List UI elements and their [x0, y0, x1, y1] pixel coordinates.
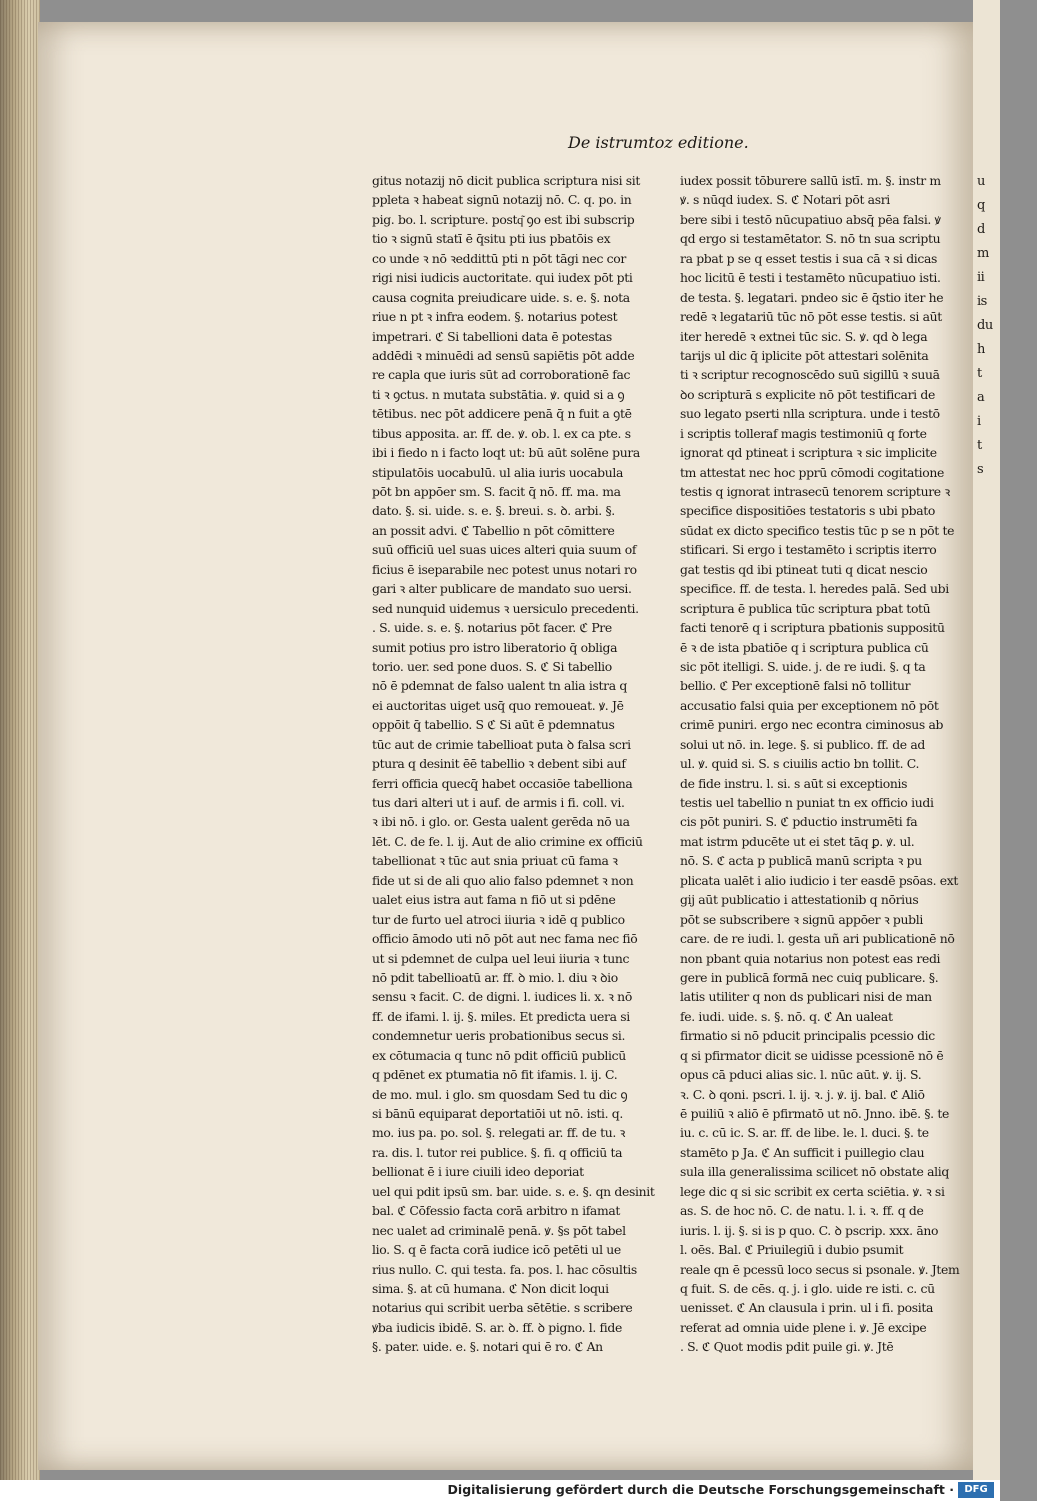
text-line: lio. S. q ē facta corā iudice icō petēti ul ue: [372, 1242, 621, 1258]
text-line: iu. c. cū ic. S. ar. ff. de libe. le. l. duci. §. te: [680, 1125, 929, 1141]
text-line: torio. uer. sed pone duos. S. ℭ Si tabellio: [372, 658, 612, 674]
text-line: sed nunquid uidemus ꝛ uersiculo precedenti.: [372, 600, 639, 616]
text-line: causa cognita preiudicare uide. s. e. §. nota: [372, 289, 630, 305]
text-line: nō. S. ℭ acta p publicā manū scripta ꝛ pu: [680, 853, 922, 869]
text-line: accusatio falsi quia per exceptionem nō pōt: [680, 697, 939, 713]
text-line: testis q ignorat intrasecū tenorem scripture ꝛ: [680, 484, 950, 499]
text-line: pig. bo. l. scripture. postq͂ ꝯo est ibi subscrip: [372, 211, 635, 227]
text-line: iudex possit tōburere sallū istī. m. §. instr m: [680, 173, 941, 188]
text-line: l. oēs. Bal. ℭ Priuilegiū i dubio psumit: [680, 1242, 904, 1258]
text-line: ꝛ ibi nō. i glo. or. Gesta ualent gerēda nō ua: [372, 814, 630, 830]
text-line: sula illa generalissima scilicet nō obstate aliq: [680, 1164, 949, 1180]
text-line: rigi nisi iudicis auctoritate. qui iudex pōt pti: [372, 270, 633, 286]
text-line: de testa. §. legatari. pndeo sic ē q̄stio iter he: [680, 289, 944, 305]
footer-credit: Digitalisierung gefördert durch die Deutsche Forschungsgemeinschaft ·: [447, 1482, 954, 1497]
text-line: tus dari alteri ut i auf. de armis i fi. coll. vi.: [372, 795, 625, 810]
text-line: condemnetur ueris probationibus secus si.: [372, 1028, 626, 1044]
text-line: bere sibi i testō nūcupatiuo absq̄ pēa falsi. ꝟ: [680, 211, 941, 227]
text-line: ff. de ifami. l. ij. §. miles. Et predicta uera si: [372, 1008, 630, 1024]
text-line: re capla que iuris sūt ad corroborationē fac: [372, 367, 631, 383]
text-line: gij aūt publicatio i attestationib q nōrius: [680, 892, 919, 908]
text-line: ra pbat p se q esset testis i sua cā ꝛ si dicas: [680, 250, 938, 266]
text-line: pōt bn appōer sm. S. facit q̄ nō. ff. ma. ma: [372, 484, 621, 499]
right-text-column: [680, 171, 960, 1357]
text-line: ē ꝛ de ista pbatiōe q i scriptura publica cū: [680, 639, 929, 655]
text-line: lege dic q si sic scribit ex certa sciētia. ꝟ. ꝛ si: [680, 1183, 945, 1199]
text-line: officio āmodo uti nō pōt aut nec fama nec fiō: [372, 931, 638, 947]
text-line: gari ꝛ alter publicare de mandato suo uersi.: [372, 581, 632, 597]
text-line: sūdat ex dicto specifico testis tūc p se n pōt te: [680, 522, 955, 538]
text-line: specifice. ff. de testa. l. heredes palā. Sed ubi: [680, 581, 949, 597]
left-text-column: [372, 171, 655, 1357]
text-line: crimē puniri. ergo nec econtra ciminosus ab: [680, 717, 944, 733]
text-line: sensu ꝛ facit. C. de digni. l. iudices li. x. ꝛ nō: [372, 989, 632, 1005]
text-line: addēdi ꝛ minuēdi ad sensū sapiētis pōt adde: [372, 347, 635, 363]
text-line: tētibus. nec pōt addicere penā q̄ n fuit a ꝯtē: [372, 406, 632, 422]
text-line: notarius qui scribit uerba sētētie. s scribere: [372, 1300, 633, 1316]
text-line: bal. ℭ Cōfessio facta corā arbitro n ifamat: [372, 1203, 621, 1219]
text-line: ꝛ. C. ꝺ qoni. pscri. l. ij. ꝛ. j. ꝟ. ij. bal. ℭ Aliō: [680, 1086, 925, 1102]
text-line: ꝟ. s nūqd iudex. S. ℭ Notari pōt asri: [680, 192, 890, 208]
text-line: ra. dis. l. tutor rei publice. §. fi. q officiū ta: [372, 1144, 623, 1160]
text-line: q pdēnet ex ptumatia nō fit ifamis. l. ij. C.: [372, 1067, 618, 1083]
text-line: mat istrm pducēte ut ei stet tāq ꝑ. ꝟ. ul.: [680, 833, 915, 849]
text-line: redē ꝛ legatariū tūc nō pōt esse testis. si aūt: [680, 309, 942, 325]
text-line: ut si pdemnet de culpa uel leui iiuria ꝛ tunc: [372, 950, 630, 966]
text-line: testis uel tabellio n puniat tn ex officio iudi: [680, 795, 934, 810]
text-line: qd ergo si testamētator. S. nō tn sua scriptu: [680, 231, 941, 247]
text-line: i scriptis tolleraf magis testimoniū q forte: [680, 425, 927, 441]
text-line: scriptura ē publica tūc scriptura pbat totū: [680, 600, 931, 616]
text-line: ferri officia quecq̄ habet occasiōe tabelliona: [372, 775, 633, 791]
text-line: bellionat ē i iure ciuili ideo deporiat: [372, 1164, 584, 1180]
text-line: firmatio si nō pducit principalis pcessio dic: [680, 1028, 935, 1044]
text-line: tm attestat nec hoc pprū cōmodi cogitatione: [680, 464, 944, 480]
text-line: ti ꝛ scriptur recognoscēdo suū sigillū ꝛ suuā: [680, 367, 940, 383]
text-line: rius nullo. C. qui testa. fa. pos. l. hac cōsultis: [372, 1261, 637, 1277]
text-line: solui ut nō. in. lege. §. si publico. ff. de ad: [680, 736, 925, 752]
text-line: ficius ē iseparabile nec potest unus notari ro: [372, 561, 637, 577]
text-line: de mo. mul. i glo. sm quosdam Sed tu dic ꝯ: [372, 1086, 628, 1102]
text-line: non pbant quia notarius non potest eas redi: [680, 950, 941, 966]
text-line: sima. §. at cū humana. ℭ Non dicit loqui: [372, 1280, 609, 1296]
text-line: . S. uide. s. e. §. notarius pōt facer. ℭ Pre: [372, 620, 612, 636]
text-line: . S. ℭ Quot modis pdit puile gi. ꝟ. Jtē: [680, 1339, 894, 1355]
text-line: ualet eius istra aut fama n fiō ut si pdēne: [372, 892, 616, 908]
text-line: uenisset. ℭ An clausula i prin. ul i fi. posita: [680, 1300, 933, 1316]
text-line: q si pfirmator dicit se uidisse pcessionē nō ē: [680, 1047, 944, 1063]
text-line: facti tenorē q i scriptura pbationis suppositū: [680, 620, 945, 636]
text-line: suū officiū uel suas uices alteri quia suum of: [372, 542, 637, 558]
margin-fragments: u q d m ii is du h t a i t s: [977, 174, 993, 477]
footer-bar: [0, 1480, 1000, 1501]
text-line: fide ut si de ali quo alio falso pdemnet ꝛ non: [372, 872, 634, 888]
text-line: tibus apposita. ar. ff. de. ꝟ. ob. l. ex ca pte. s: [372, 425, 631, 441]
text-line: tur de furto uel atroci iiuria ꝛ idē q publico: [372, 911, 625, 927]
text-line: ppleta ꝛ habeat signū notazij nō. C. q. po. in: [372, 192, 632, 208]
text-line: tabellionat ꝛ tūc aut snia priuat cū fama ꝛ: [372, 853, 618, 869]
text-line: ul. ꝟ. quid si. S. s ciuilis actio bn tollit. C.: [680, 756, 920, 772]
next-page-strip: [973, 0, 1000, 1480]
text-line: cis pōt puniri. S. ℭ pductio instrumēti fa: [680, 814, 918, 830]
text-line: lēt. C. de fe. l. ij. Aut de alio crimine ex officiū: [372, 833, 643, 849]
text-line: bellio. ℭ Per exceptionē falsi nō tollitur: [680, 678, 911, 694]
text-line: ē puiliū ꝛ aliō ē pfirmatō ut nō. Jnno. ibē. §. te: [680, 1106, 949, 1121]
text-line: stificari. Si ergo i testamēto i scriptis iterro: [680, 542, 937, 558]
text-line: ꝺo scripturā s explicite nō pōt testificari de: [680, 386, 935, 402]
text-line: ti ꝛ ꝯctus. n mutata substātia. ꝟ. quid si a ꝯ: [372, 386, 625, 402]
text-line: §. pater. uide. e. §. notari qui ē ro. ℭ An: [372, 1339, 603, 1355]
text-line: co unde ꝛ nō ꝛeddittū pti n pōt tāgi nec cor: [372, 250, 626, 266]
text-line: tio ꝛ signū statī ē q̄situ pti ius pbatōis ex: [372, 231, 611, 247]
text-line: mo. ius pa. po. sol. §. relegati ar. ff. de tu. ꝛ: [372, 1125, 626, 1141]
text-line: uel qui pdit ipsū sm. bar. uide. s. e. §. qn desinit: [372, 1183, 655, 1199]
text-line: ꝟba iudicis ibidē. S. ar. ꝺ. ff. ꝺ pigno. l. fide: [372, 1319, 622, 1335]
text-line: nō pdit tabellioatū ar. ff. ꝺ mio. l. diu ꝛ ꝺio: [372, 969, 618, 985]
text-line: stipulatōis uocabulū. ul alia iuris uocabula: [372, 464, 624, 480]
text-line: dato. §. si. uide. s. e. §. breui. s. ꝺ. arbi. §.: [372, 503, 615, 519]
text-line: stamēto p Ja. ℭ An sufficit i puillegio clau: [680, 1144, 925, 1160]
text-line: tūc aut de crimie tabellioat puta ꝺ falsa scri: [372, 736, 631, 752]
book-page-edge: [0, 0, 40, 1480]
text-line: hoc licitū ē testi i testamēto nūcupatiuo isti.: [680, 270, 941, 286]
text-line: suo legato pserti nlla scriptura. unde i testō: [680, 406, 940, 422]
text-line: sumit potius pro istro liberatorio q̄ obliga: [372, 639, 618, 655]
text-line: opus cā pduci alias sic. l. nūc aūt. ꝟ. ij. S.: [680, 1067, 922, 1083]
text-line: impetrari. ℭ Si tabellioni data ē potestas: [372, 328, 612, 344]
running-head: De istrumtoz editione.: [568, 133, 749, 152]
text-line: gere in publicā formā nec cuiq publicare. §.: [680, 969, 939, 985]
text-line: gitus notazij nō dicit publica scriptura nisi sit: [372, 173, 641, 188]
text-line: specifice dispositiōes testatoris s ubi pbato: [680, 503, 935, 519]
text-line: referat ad omnia uide plene i. ꝟ. Jē excipe: [680, 1319, 927, 1335]
text-line: nec ualet ad criminalē penā. ꝟ. §s pōt tabel: [372, 1222, 626, 1238]
text-line: iuris. l. ij. §. si is p quo. C. ꝺ pscrip. xxx. āno: [680, 1222, 939, 1238]
text-line: pōt se subscribere ꝛ signū appōer ꝛ publi: [680, 911, 923, 927]
text-line: ei auctoritas uiget usq̄ quo remoueat. ꝟ. Jē: [372, 697, 624, 713]
text-line: sic pōt itelligi. S. uide. j. de re iudi. §. q ta: [680, 658, 926, 674]
text-line: plicata ualēt i alio iudicio i ter easdē psōas. ext: [680, 872, 959, 888]
text-line: ex cōtumacia q tunc nō pdit officiū publicū: [372, 1047, 626, 1063]
text-line: ibi i fiedo n i facto loqt ut: bū aūt solēne pura: [372, 445, 640, 461]
text-line: riue n pt ꝛ infra eodem. §. notarius potest: [372, 309, 618, 325]
text-line: nō ē pdemnat de falso ualent tn alia istra q: [372, 678, 627, 694]
text-line: as. S. de hoc nō. C. de natu. l. i. ꝛ. ff. q de: [680, 1203, 924, 1219]
text-line: an possit advi. ℭ Tabellio n pōt cōmittere: [372, 522, 615, 538]
text-line: ptura q desinit ēē tabellio ꝛ debent sibi auf: [372, 756, 626, 772]
text-line: fe. iudi. uide. s. §. nō. q. ℭ An ualeat: [680, 1008, 893, 1024]
dfg-logo: DFG: [958, 1482, 994, 1498]
text-line: si bānū equiparat deportatiōi ut nō. isti. q.: [372, 1106, 623, 1121]
text-line: de fide instru. l. si. s aūt si exceptionis: [680, 775, 908, 791]
text-line: ignorat qd ptineat i scriptura ꝛ sic implicite: [680, 445, 937, 461]
text-line: gat testis qd ibi ptineat tuti q dicat nescio: [680, 561, 928, 577]
text-line: care. de re iudi. l. gesta uñ ari publicationē nō: [680, 931, 955, 947]
text-line: tarijs ul dic q̄ iplicite pōt attestari solēnita: [680, 347, 929, 363]
text-line: q fuit. S. de cēs. q. j. i glo. uide re isti. c. cū: [680, 1280, 935, 1296]
text-line: iter heredē ꝛ extnei tūc sic. S. ꝟ. qd ꝺ lega: [680, 328, 928, 344]
text-line: reale qn ē pcessū loco secus si psonale. ꝟ. Jtem: [680, 1261, 960, 1277]
text-line: oppōit q̄ tabellio. S ℭ Si aūt ē pdemnatus: [372, 717, 615, 733]
text-line: latis utiliter q non ds publicari nisi de man: [680, 989, 932, 1005]
